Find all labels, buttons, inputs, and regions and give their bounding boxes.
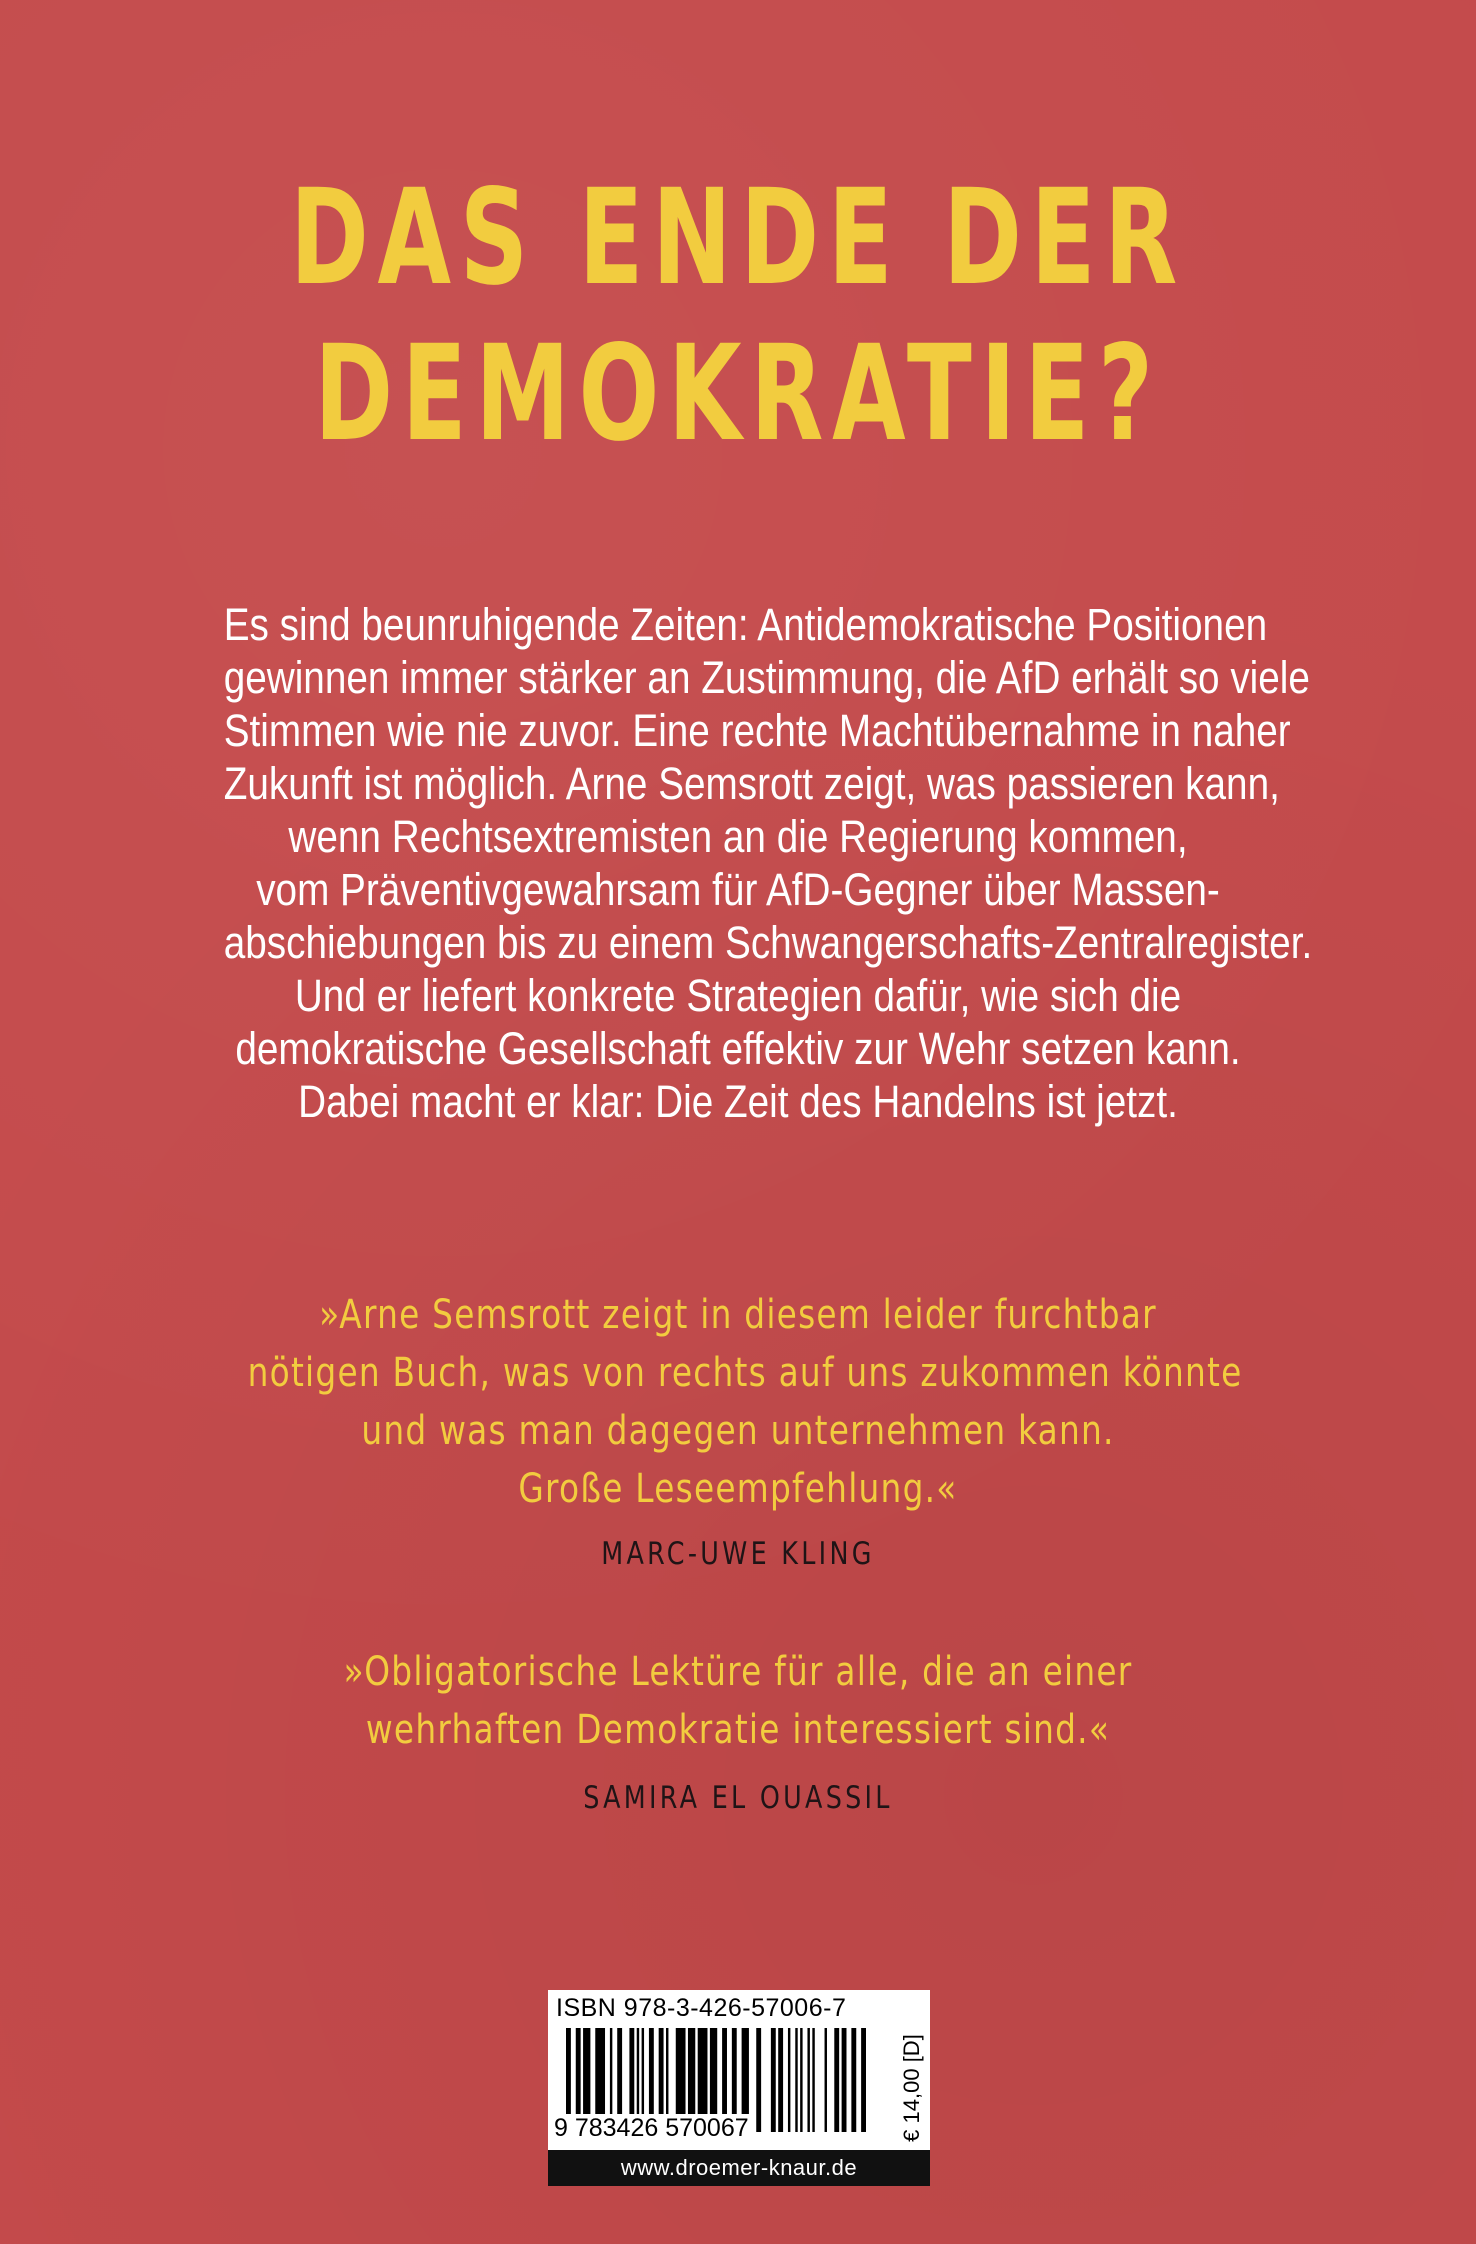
blurb-line: Es sind beunruhigende Zeiten: Antidemokratische Positionen bbox=[223, 599, 1268, 650]
barcode-bar bbox=[778, 2028, 783, 2132]
blurb-line: Stimmen wie nie zuvor. Eine rechte Machtübernahme in naher bbox=[223, 705, 1291, 756]
barcode-bar bbox=[842, 2028, 847, 2132]
barcode-bar bbox=[788, 2028, 790, 2132]
blurb-line: Zukunft ist möglich. Arne Semsrott zeigt, was passieren kann, bbox=[223, 758, 1280, 809]
price-label: € 14,00 [D] bbox=[899, 2034, 924, 2142]
isbn-label: ISBN 978-3-426-57006-7 bbox=[556, 1994, 847, 2022]
barcode-bar bbox=[795, 2028, 797, 2132]
blurb-line: vom Präventivgewahrsam für AfD-Gegner über Massen- bbox=[256, 864, 1220, 915]
barcode-bar bbox=[861, 2028, 866, 2132]
headline-line-2: DEMOKRATIE? bbox=[314, 317, 1162, 471]
barcode-bar bbox=[756, 2028, 761, 2132]
blurb-line: Dabei macht er klar: Die Zeit des Handelns ist jetzt. bbox=[298, 1076, 1178, 1127]
quote-attribution: SAMIRA EL OUASSIL bbox=[583, 1780, 893, 1816]
blurb-line: Und er liefert konkrete Strategien dafür, wie sich die bbox=[294, 970, 1182, 1021]
barcode-bar bbox=[825, 2028, 827, 2132]
blurb-line: gewinnen immer stärker an Zustimmung, die AfD erhält so viele bbox=[223, 652, 1310, 703]
quote-line: »Arne Semsrott zeigt in diesem leider furchtbar bbox=[319, 1292, 1157, 1338]
quote-samira-el-ouassil bbox=[248, 1643, 1229, 1759]
quote-line: und was man dagegen unternehmen kann. bbox=[361, 1408, 1115, 1454]
quote-marc-uwe-kling bbox=[247, 1286, 1243, 1518]
barcode-bar bbox=[834, 2028, 839, 2132]
quote-line: »Obligatorische Lektüre für alle, die an einer bbox=[343, 1649, 1133, 1695]
barcode-digits: 9 783426 570067 bbox=[554, 2114, 749, 2142]
quote-line: wehrhaften Demokratie interessiert sind.« bbox=[365, 1707, 1111, 1753]
barcode-panel bbox=[548, 1990, 930, 2186]
publisher-url: www.droemer-knaur.de bbox=[548, 2150, 930, 2186]
barcode-bar bbox=[851, 2028, 856, 2132]
barcode-bar bbox=[771, 2028, 776, 2132]
price-tag bbox=[896, 2034, 928, 2142]
headline-line-1: DAS ENDE DER bbox=[289, 161, 1187, 315]
quote-attribution: MARC-UWE KLING bbox=[601, 1536, 875, 1572]
quote-line: Große Leseempfehlung.« bbox=[518, 1466, 958, 1512]
blurb-text bbox=[223, 598, 1313, 1128]
blurb-line: demokratische Gesellschaft effektiv zur Wehr setzen kann. bbox=[235, 1023, 1241, 1074]
blurb-line: wenn Rechtsextremisten an die Regierung kommen, bbox=[288, 811, 1188, 862]
barcode-bar bbox=[812, 2028, 814, 2132]
headline bbox=[207, 160, 1270, 472]
barcode-bar bbox=[800, 2028, 802, 2132]
quote-line: nötigen Buch, was von rechts auf uns zukommen könnte bbox=[247, 1350, 1243, 1396]
barcode-bar bbox=[807, 2028, 809, 2132]
blurb-line: abschiebungen bis zu einem Schwangerschafts-Zentralregister. bbox=[223, 917, 1313, 968]
